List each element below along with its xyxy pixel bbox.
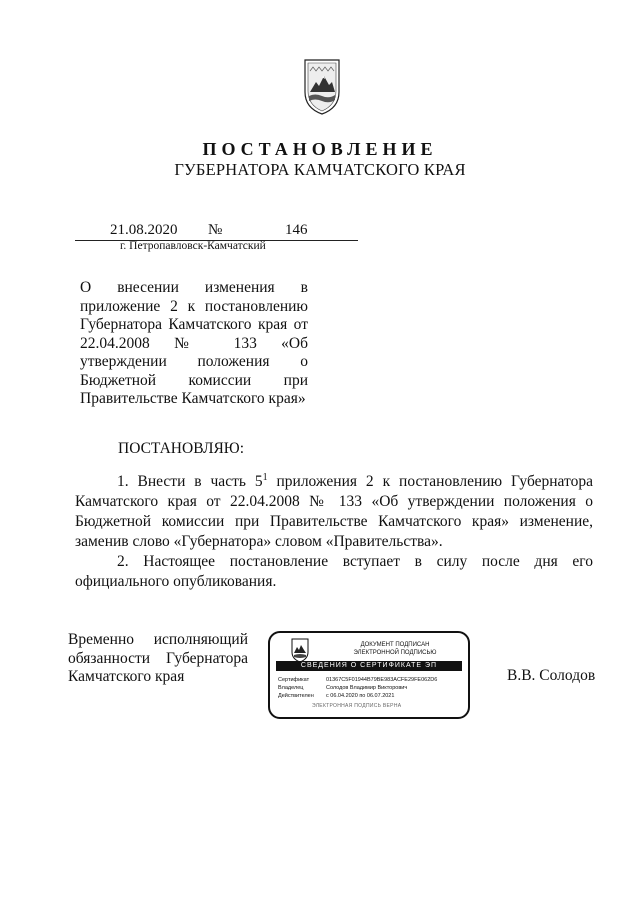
document-number: 146 xyxy=(285,222,308,238)
document-date: 21.08.2020 xyxy=(110,222,178,238)
stamp-row-certificate: Сертификат 01367C5F01944B79BE983ACFE29FE062D6 xyxy=(278,677,438,683)
decree-word: ПОСТАНОВЛЯЮ: xyxy=(118,440,245,457)
paragraph-2: 2. Настоящее постановление вступает в силу после дня его официального опубликования. xyxy=(75,553,593,590)
stamp-emblem-icon xyxy=(290,637,310,663)
stamp-row-validity: Действителен с 06.04.2020 по 06.07.2021 xyxy=(278,693,395,699)
signatory-role: Временно исполняющий обязанности Губернатора Камчатского края xyxy=(68,631,248,685)
stamp-header: ДОКУМЕНТ ПОДПИСАН ЭЛЕКТРОННОЙ ПОДПИСЬЮ xyxy=(353,642,437,656)
stamp-footer: ЭЛЕКТРОННАЯ ПОДПИСЬ ВЕРНА xyxy=(312,703,402,709)
document-city: г. Петропавловск-Камчатский xyxy=(120,240,266,252)
signatory-name: В.В. Солодов xyxy=(507,667,596,684)
number-sign: № xyxy=(208,222,223,238)
document-issuer: ГУБЕРНАТОРА КАМЧАТСКОГО КРАЯ xyxy=(174,160,466,179)
document-meta-line xyxy=(75,222,358,241)
paragraph-1: 1. Внести в часть $5^1$ приложения 2 к постановлению Губернатора Камчатского края от 22.04.2008 № 133 «Об утверждении положения о Бюджетной комиссии при Правительстве Камчатского края» изменение, заменив слово «Губернатора» словом «Правительства». xyxy=(75,471,593,550)
stamp-row-owner: Владелец Солодов Владимир Викторович xyxy=(278,685,408,691)
document-body xyxy=(75,472,593,592)
superscript: 1 xyxy=(262,471,268,483)
document-subject: О внесении изменения в приложение 2 к постановлению Губернатора Камчатского края от 22.04.2008 № 133 «Об утверждении положения о Бюджетной комиссии при Правительстве Камчатского края» xyxy=(80,279,308,407)
electronic-signature-stamp xyxy=(268,631,470,719)
coat-of-arms-emblem xyxy=(302,58,342,116)
stamp-certificate-bar: СВЕДЕНИЯ О СЕРТИФИКАТЕ ЭП xyxy=(276,661,462,671)
document-title: ПОСТАНОВЛЕНИЕ xyxy=(202,139,438,159)
